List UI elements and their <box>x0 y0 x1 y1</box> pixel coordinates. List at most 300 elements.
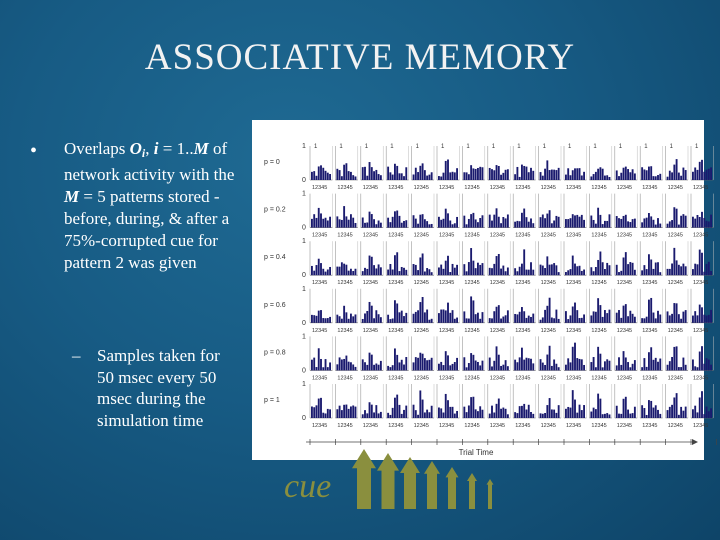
bar <box>676 346 678 370</box>
y-tick-label: 1 <box>302 333 306 341</box>
bar <box>369 353 371 371</box>
bar <box>445 310 447 322</box>
bar <box>422 253 424 275</box>
bar <box>403 221 405 228</box>
overlap-figure <box>252 120 709 460</box>
bar <box>659 359 661 371</box>
bar <box>682 168 684 180</box>
x-tick-label: 12345 <box>566 327 582 334</box>
bar <box>502 365 504 371</box>
bar <box>350 214 352 227</box>
bar <box>599 252 601 276</box>
bar <box>373 365 375 371</box>
bar <box>449 407 451 418</box>
x-tick-label: 12345 <box>616 375 633 382</box>
x-tick-label: 12345 <box>489 375 506 382</box>
bar <box>477 313 479 323</box>
bar <box>489 268 491 275</box>
col-top-label: 1 <box>415 144 419 150</box>
bar <box>574 400 576 418</box>
bar <box>623 216 625 228</box>
bar <box>311 219 313 228</box>
bar <box>472 397 474 418</box>
bar <box>595 267 597 275</box>
bar <box>519 357 521 370</box>
bar <box>514 268 516 275</box>
bar <box>574 264 576 276</box>
x-tick-label: 12345 <box>642 280 658 287</box>
x-tick-label: 12345 <box>312 185 328 191</box>
bar <box>618 357 620 370</box>
bar <box>659 314 661 322</box>
bar <box>602 262 604 275</box>
bar <box>373 412 375 418</box>
bar <box>659 174 661 180</box>
cue-arrow-icon <box>487 479 494 509</box>
bar <box>590 267 592 275</box>
bar <box>602 224 604 228</box>
bar <box>489 168 491 180</box>
bar <box>694 167 696 180</box>
bar <box>620 219 622 228</box>
bar <box>616 216 618 228</box>
bar <box>498 254 500 275</box>
x-tick-label: 12345 <box>693 185 709 191</box>
bar <box>371 257 373 275</box>
bar <box>678 265 680 275</box>
bar <box>516 271 518 275</box>
bar <box>542 176 544 180</box>
bar <box>327 173 329 180</box>
x-tick-label: 12345 <box>566 185 582 191</box>
bar <box>320 310 322 323</box>
x-tick-label: 12345 <box>464 280 480 287</box>
bar <box>373 219 375 227</box>
x-tick-label: 12345 <box>337 232 353 239</box>
bar <box>428 412 430 418</box>
bar <box>394 164 396 180</box>
bar <box>431 358 433 371</box>
bar <box>380 317 382 323</box>
bar <box>599 354 601 371</box>
bar <box>708 411 710 418</box>
bar <box>345 405 347 418</box>
bullet-symbol-m: M <box>193 139 209 158</box>
bar <box>572 214 574 227</box>
bar <box>625 357 627 370</box>
x-tick-label: 12345 <box>616 185 633 191</box>
bar <box>454 319 456 323</box>
bar <box>415 265 417 275</box>
bar <box>542 266 544 276</box>
bar <box>595 172 597 180</box>
bar <box>673 303 675 323</box>
bar <box>352 316 354 322</box>
col-top-label: 1 <box>593 144 597 150</box>
bar <box>650 260 652 276</box>
bar <box>549 398 551 418</box>
bar <box>431 224 433 228</box>
bar <box>387 167 389 180</box>
bar <box>329 174 331 180</box>
bullet-symbol-o: O <box>129 139 142 158</box>
bar <box>699 352 701 371</box>
bar <box>643 358 645 370</box>
bar <box>472 300 474 322</box>
bar <box>671 263 673 275</box>
x-tick-label: 12345 <box>616 280 633 287</box>
bar <box>375 170 377 180</box>
bar <box>616 265 618 275</box>
bar <box>697 215 699 228</box>
bar <box>366 222 368 227</box>
x-tick-label: 12345 <box>362 185 379 191</box>
y-tick-label: 0 <box>302 177 306 184</box>
bar <box>362 319 364 323</box>
bar <box>375 310 377 323</box>
x-tick-label: 12345 <box>489 232 506 239</box>
x-tick-label: 12345 <box>337 185 353 191</box>
bar <box>336 364 338 370</box>
bar <box>657 218 659 228</box>
bullet-symbol-i: i <box>153 139 159 158</box>
bar <box>671 314 673 323</box>
bar <box>505 218 507 227</box>
bar <box>424 358 426 370</box>
bar <box>466 318 468 322</box>
bar <box>387 270 389 276</box>
bar <box>574 168 576 180</box>
bar <box>669 315 671 322</box>
bar <box>500 319 502 323</box>
bar <box>593 311 595 322</box>
bar <box>599 167 601 180</box>
x-tick-label: 12345 <box>464 327 480 334</box>
bar <box>653 220 655 228</box>
bar <box>655 263 657 276</box>
bar <box>394 211 396 227</box>
bar <box>401 414 403 418</box>
bar <box>380 223 382 228</box>
bar <box>629 414 631 418</box>
bar <box>355 407 357 418</box>
bar <box>345 265 347 276</box>
bar <box>313 358 315 371</box>
bar <box>676 159 678 180</box>
bar <box>699 162 701 180</box>
bar <box>540 359 542 370</box>
bar <box>415 168 417 180</box>
bar <box>544 310 546 323</box>
bar <box>419 390 421 418</box>
bar <box>380 412 382 418</box>
bar <box>445 394 447 418</box>
bar <box>583 172 585 180</box>
bar <box>606 263 608 275</box>
bar <box>659 272 661 275</box>
bar <box>555 216 557 228</box>
bar <box>650 216 652 227</box>
bar <box>345 356 347 371</box>
bar <box>627 316 629 323</box>
bar <box>438 313 440 323</box>
bar <box>364 410 366 418</box>
bar <box>325 272 327 276</box>
bar <box>468 405 470 418</box>
x-tick-label: 12345 <box>667 232 683 239</box>
bar <box>546 405 548 418</box>
bar <box>710 167 712 180</box>
bar <box>516 362 518 370</box>
x-tick-label: 12345 <box>413 423 429 429</box>
bar <box>620 318 622 323</box>
bar <box>454 268 456 276</box>
bar <box>528 172 530 180</box>
bar <box>419 302 421 323</box>
bar <box>454 414 456 418</box>
x-tick-label: 12345 <box>439 327 455 334</box>
bullet-text <box>64 138 236 274</box>
bar <box>572 256 574 276</box>
bar <box>532 363 534 370</box>
bar <box>558 319 560 323</box>
bar <box>629 367 631 370</box>
bar <box>452 264 454 275</box>
col-top-label: 1 <box>542 144 546 150</box>
bar <box>456 358 458 371</box>
bar <box>491 318 493 322</box>
x-tick-label: 12345 <box>515 327 531 334</box>
bar <box>396 395 398 418</box>
bar <box>413 405 415 418</box>
bar <box>401 223 403 228</box>
bar <box>555 364 557 371</box>
col-top-label: 1 <box>364 144 369 150</box>
bar <box>703 172 705 180</box>
bar <box>498 355 500 371</box>
bar <box>369 212 371 228</box>
bar <box>572 307 574 323</box>
bar <box>366 269 368 275</box>
bar <box>514 174 516 180</box>
bar <box>532 270 534 276</box>
bar <box>413 264 415 275</box>
x-tick-label: 12345 <box>693 232 709 239</box>
bar <box>426 360 428 370</box>
x-tick-label: 12345 <box>591 327 607 334</box>
x-tick-label: 12345 <box>413 375 429 382</box>
x-tick-label: 12345 <box>362 327 379 334</box>
bar <box>392 175 394 180</box>
bar <box>521 406 523 418</box>
bar <box>579 359 581 370</box>
bar <box>477 362 479 370</box>
bar <box>424 170 426 180</box>
x-tick-label: 12345 <box>388 375 404 382</box>
bar <box>646 415 648 418</box>
bar <box>371 405 373 418</box>
bar <box>570 362 572 370</box>
x-tick-label: 12345 <box>667 185 683 191</box>
bar <box>345 312 347 322</box>
bar <box>703 364 705 371</box>
bar <box>602 317 604 323</box>
bar <box>703 315 705 323</box>
bar <box>576 168 578 180</box>
bar <box>318 259 320 275</box>
bar <box>498 166 500 180</box>
col-top-label: 1 <box>517 144 521 150</box>
bar <box>542 363 544 371</box>
bar <box>655 318 657 322</box>
x-tick-label: 12345 <box>540 423 556 429</box>
bar <box>415 357 417 370</box>
cue-arrow-icon <box>424 461 440 509</box>
bar <box>643 408 645 418</box>
bar <box>567 270 569 275</box>
bar <box>593 271 595 275</box>
bar <box>667 410 669 418</box>
bar <box>682 411 684 418</box>
bar <box>415 312 417 323</box>
bar <box>655 225 657 228</box>
bar <box>532 171 534 180</box>
bar <box>389 415 391 418</box>
bar <box>371 355 373 371</box>
bar <box>629 262 631 275</box>
bar <box>646 367 648 370</box>
bar <box>352 364 354 370</box>
bar <box>616 406 618 418</box>
bar <box>597 208 599 228</box>
bar <box>516 314 518 322</box>
bar <box>526 410 528 418</box>
bar <box>493 170 495 180</box>
x-tick-label: 12345 <box>693 423 709 429</box>
bar <box>650 401 652 418</box>
bar <box>491 366 493 370</box>
row-label: p = 1 <box>264 397 280 404</box>
bar <box>544 218 546 227</box>
y-tick-label: 0 <box>302 415 306 422</box>
bar <box>653 269 655 275</box>
x-tick-label: 12345 <box>566 232 582 239</box>
bar <box>609 177 611 180</box>
x-tick-label: 12345 <box>616 327 633 334</box>
col-top-label: 1 <box>390 144 394 150</box>
bar <box>708 262 710 275</box>
bar <box>616 365 618 370</box>
overlap-chart <box>252 120 709 460</box>
col-top-label: 1 <box>695 144 699 150</box>
bar <box>422 354 424 371</box>
bar <box>399 271 401 275</box>
bar <box>355 367 357 370</box>
bar <box>676 393 678 418</box>
col-top-label: 1 <box>669 144 673 150</box>
bar <box>345 216 347 227</box>
bar <box>595 312 597 323</box>
bar <box>604 176 606 180</box>
bar <box>650 298 652 323</box>
bullet-part: = 1.. <box>158 139 194 158</box>
bar <box>574 215 576 227</box>
bar <box>632 169 634 180</box>
bar <box>341 176 343 180</box>
bar <box>659 414 661 418</box>
bar <box>443 173 445 180</box>
x-tick-label: 12345 <box>362 375 379 382</box>
bar <box>634 173 636 180</box>
bar <box>570 175 572 180</box>
x-tick-label: 12345 <box>667 423 683 429</box>
bar <box>452 224 454 227</box>
bar <box>579 266 581 275</box>
bar <box>595 367 597 370</box>
bar <box>447 400 449 418</box>
bar <box>581 215 583 228</box>
bar <box>634 360 636 370</box>
bar <box>445 261 447 276</box>
bar <box>348 171 350 180</box>
bar <box>555 265 557 275</box>
x-tick-label: 12345 <box>464 185 480 191</box>
bar <box>493 361 495 371</box>
bar <box>479 319 481 323</box>
bar <box>475 219 477 227</box>
bar <box>498 305 500 323</box>
col-top-label: 1 <box>441 144 445 150</box>
bar <box>399 405 401 418</box>
row-label: p = 0.6 <box>264 301 286 309</box>
bar <box>555 413 557 418</box>
cue-arrows <box>340 446 510 510</box>
bar <box>609 214 611 227</box>
bar <box>682 264 684 276</box>
x-tick-label: 12345 <box>413 185 429 191</box>
bar <box>576 413 578 418</box>
y-tick-label: 0 <box>302 224 306 232</box>
bar <box>426 310 428 323</box>
bar <box>604 414 606 418</box>
bar <box>669 407 671 418</box>
row-label: p = 0.2 <box>264 206 286 214</box>
bar <box>673 347 675 370</box>
bar <box>576 215 578 228</box>
bar <box>322 269 324 275</box>
bar <box>701 346 703 370</box>
bar <box>680 319 682 323</box>
x-tick-label: 12345 <box>642 423 658 429</box>
bar <box>422 400 424 418</box>
bar <box>401 173 403 180</box>
bar <box>710 215 712 228</box>
bar <box>489 414 491 418</box>
bar <box>399 312 401 322</box>
bar <box>532 414 534 418</box>
bar <box>364 223 366 228</box>
bar <box>502 217 504 228</box>
bar <box>405 357 407 370</box>
bar <box>493 311 495 323</box>
bar <box>403 268 405 275</box>
bar <box>565 272 567 275</box>
bar <box>428 360 430 371</box>
bar <box>528 316 530 323</box>
bar <box>606 175 608 180</box>
bar <box>593 408 595 418</box>
bar <box>392 217 394 228</box>
